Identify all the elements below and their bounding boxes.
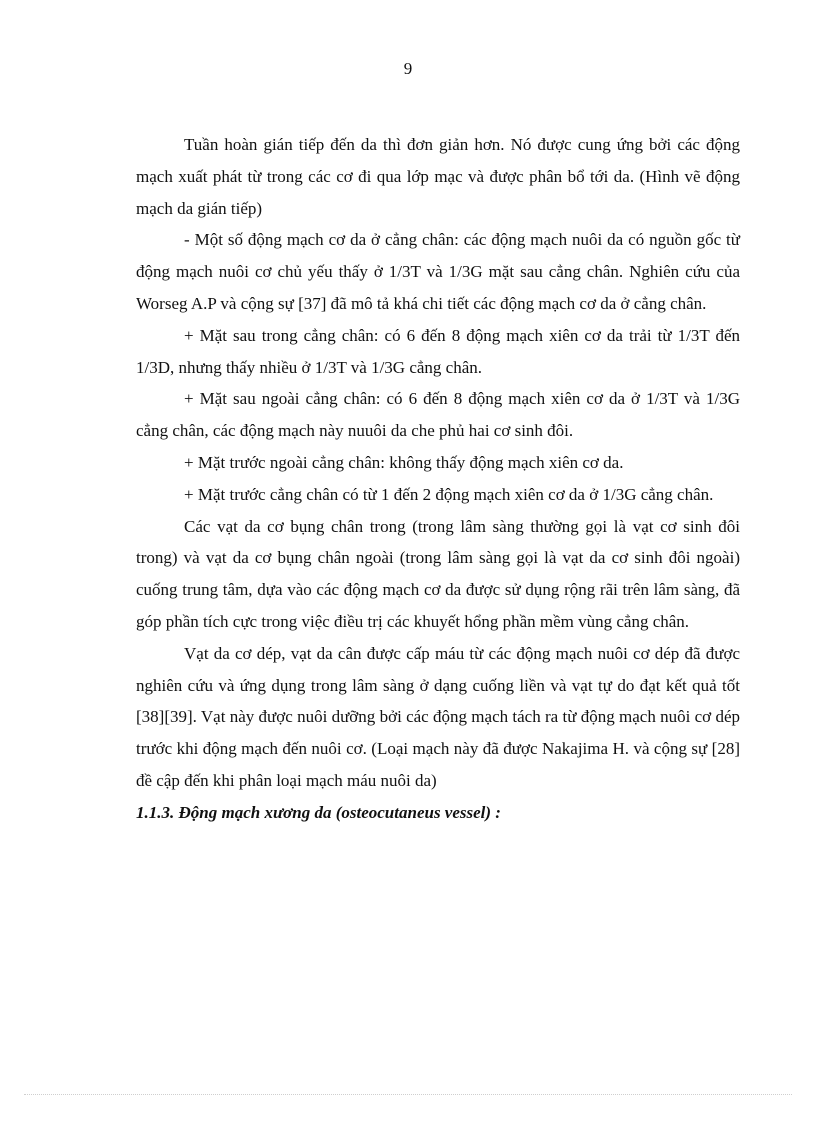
paragraph-anterior: + Mặt trước cẳng chân có từ 1 đến 2 động mạch xiên cơ da ở 1/3G cẳng chân. [184, 484, 714, 504]
page-number: 9 [403, 59, 413, 78]
section-heading: 1.1.3. Động mạch xương da (osteocutaneus vessel) : [136, 802, 501, 822]
paragraph-anterior-lateral: + Mặt trước ngoài cẳng chân: không thấy động mạch xiên cơ da. [184, 452, 624, 472]
paragraph-indirect-circulation: Tuần hoàn gián tiếp đến da thì đơn giản hơn. Nó được cung ứng bởi các động mạch xuất phát từ trong các cơ đi qua lớp mạc và được phân bổ tới da. (Hình vẽ động mạch da gián tiếp) [136, 135, 740, 218]
paragraph-posterior-medial: + Mặt sau trong cẳng chân: có 6 đến 8 động mạch xiên cơ da trải từ 1/3T đến 1/3D, nhưng thấy nhiều ở 1/3T và 1/3G cẳng chân. [136, 325, 740, 377]
document-body [136, 129, 740, 829]
paragraph-leg-musculocutaneous: - Một số động mạch cơ da ở cẳng chân: các động mạch nuôi da có nguồn gốc từ động mạch nuôi cơ chủ yếu thấy ở 1/3T và 1/3G mặt sau cẳng chân. Nghiên cứu của Worseg A.P và cộng sự [37] đã mô tả khá chi tiết các động mạch cơ da ở cẳng chân. [136, 230, 740, 313]
paragraph-posterior-lateral: + Mặt sau ngoài cẳng chân: có 6 đến 8 động mạch xiên cơ da ở 1/3T và 1/3G cẳng chân, các động mạch này nuuôi da che phủ hai cơ sinh đôi. [136, 389, 740, 441]
page-bottom-divider [24, 1094, 792, 1095]
paragraph-soleus-flaps: Vạt da cơ dép, vạt da cân được cấp máu từ các động mạch nuôi cơ dép đã được nghiên cứu và ứng dụng trong lâm sàng ở dạng cuống liền và vạt tự do đạt kết quả tốt [38][39]. Vạt này được nuôi dưỡng bởi các động mạch tách ra từ động mạch nuôi cơ dép trước khi động mạch đến nuôi cơ. (Loại mạch này đã được Nakajima H. và cộng sự [28] đề cập đến khi phân loại mạch máu nuôi da) [136, 643, 740, 790]
paragraph-gastrocnemius-flaps: Các vạt da cơ bụng chân trong (trong lâm sàng thường gọi là vạt cơ sinh đôi trong) và vạt da cơ bụng chân ngoài (trong lâm sàng gọi là vạt da cơ sinh đôi ngoài) cuống trung tâm, dựa vào các động mạch cơ da được sử dụng rộng rãi trên lâm sàng, đã góp phần tích cực trong việc điều trị các khuyết hổng phần mềm vùng cẳng chân. [136, 516, 740, 631]
